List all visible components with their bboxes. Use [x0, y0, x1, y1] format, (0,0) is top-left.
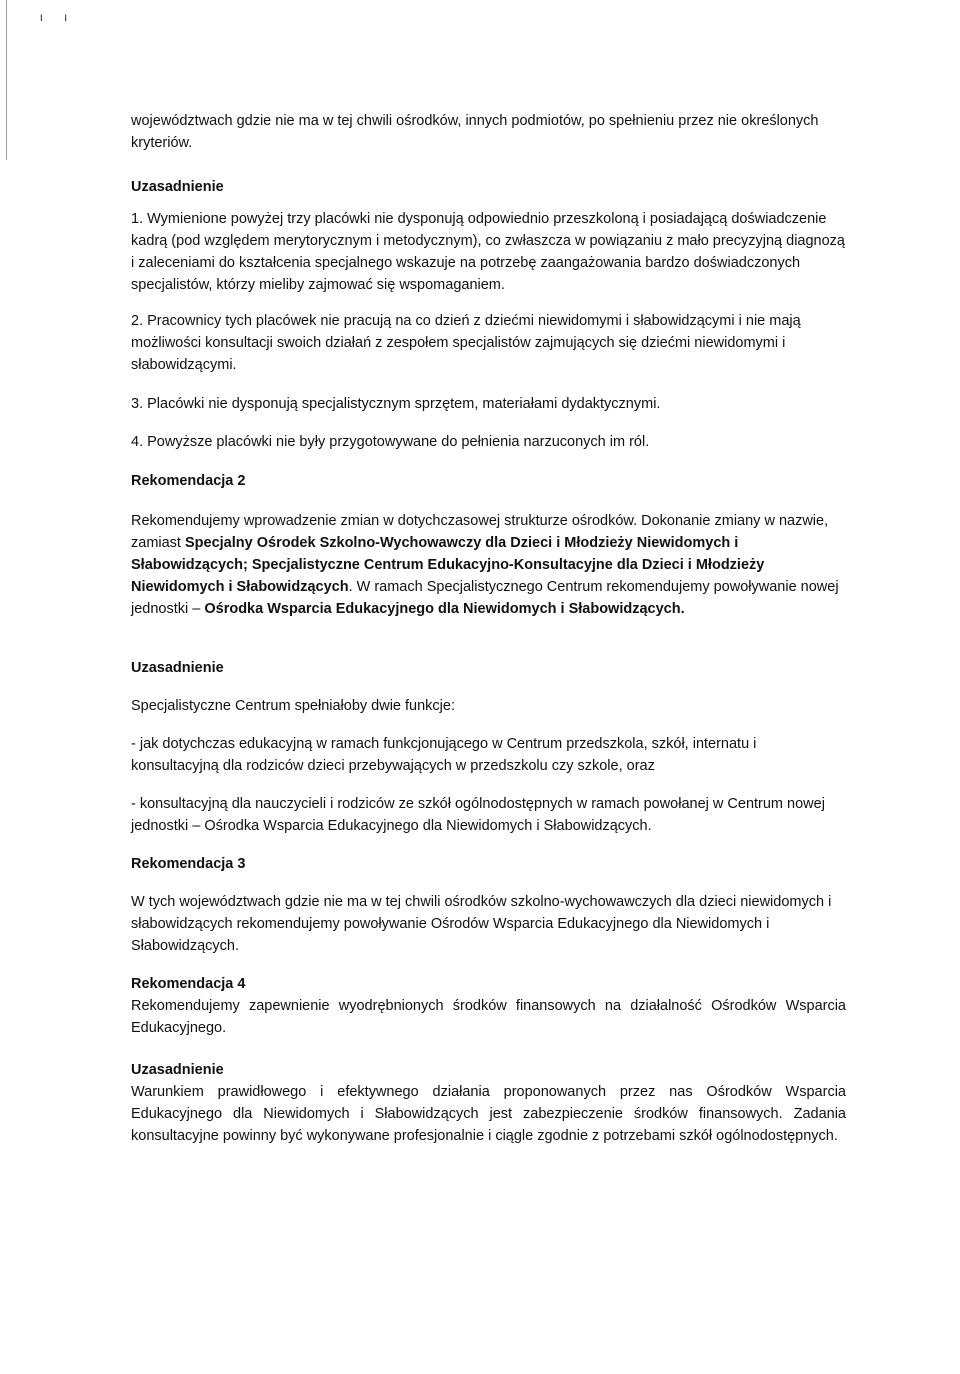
scan-edge-line	[6, 0, 7, 160]
rec2-bold-2: Ośrodka Wsparcia Edukacyjnego dla Niewidomych i Słabowidzących.	[204, 601, 685, 617]
rec2-text-2: . W ramach Specjalistycznego Centrum rekomendujemy powoływanie nowej jednostki –	[131, 579, 839, 617]
justification-item-3: 3. Placówki nie dysponują specjalistycznym sprzętem, materiałami dydaktycznymi.	[131, 396, 661, 412]
justification-item-1: 1. Wymienione powyżej trzy placówki nie dysponują odpowiednio przeszkoloną i posiadającą doświadczenie kadrą (pod względem merytorycznym i metodycznym), co zwłaszcza w powiązaniu z mało precyzyjną diagnozą i zaleceniami do kształcenia specjalnego wskazuje na potrzebę zaangażowania bardzo doświadczonych specjalistów, którzy mieliby zajmować się wspomaganiem.	[131, 211, 845, 293]
recommendation-3-text: W tych województwach gdzie nie ma w tej chwili ośrodków szkolno-wychowawczych dla dzieci niewidomych i słabowidzących rekomendujemy powoływanie Ośrodów Wsparcia Edukacyjnego dla Niewidomych i Słabowidzących.	[131, 894, 832, 954]
rec4-justification-heading: Uzasadnienie	[131, 1062, 224, 1078]
rec2-justification-heading: Uzasadnienie	[131, 660, 224, 676]
rec4-justification-text: Warunkiem prawidłowego i efektywnego działania proponowanych przez nas Ośrodków Wsparcia Edukacyjnego dla Niewidomych i Słabowidzących jest zabezpieczenie środków finansowych. Zadania konsultacyjne powinny być wykonywane profesjonalnie i ciągle zgodnie z potrzebami szkół ogólnodostępnych.	[131, 1084, 846, 1144]
recommendation-4-heading: Rekomendacja 4	[131, 976, 246, 992]
rec2-bullet-2: - konsultacyjną dla nauczycieli i rodziców ze szkół ogólnodostępnych w ramach powołanej w Centrum nowej jednostki – Ośrodka Wsparcia Edukacyjnego dla Niewidomych i Słabowidzących.	[131, 796, 825, 834]
justification-item-2: 2. Pracownicy tych placówek nie pracują na co dzień z dziećmi niewidomymi i słabowidzącymi i nie mają możliwości konsultacji swoich działań z zespołem specjalistów zajmujących się dziećmi niewidomymi i słabowidzącymi.	[131, 313, 801, 373]
rec2-bold-1: Specjalny Ośrodek Szkolno-Wychowawczy dla Dzieci i Młodzieży Niewidomych i Słabowidzących; Specjalistyczne Centrum Edukacyjno-Konsultacyjne dla Dzieci i Młodzieży Niewidomych i Słabowidzących	[131, 535, 765, 595]
rec2-text-1: Rekomendujemy wprowadzenie zmian w dotychczasowej strukturze ośrodków. Dokonanie zmiany w nazwie, zamiast	[131, 513, 829, 551]
justification-item-4: 4. Powyższe placówki nie były przygotowywane do pełnienia narzuconych im ról.	[131, 434, 650, 450]
recommendation-3-heading: Rekomendacja 3	[131, 856, 246, 872]
scan-mark: ı	[64, 10, 68, 24]
rec2-bullet-1: - jak dotychczas edukacyjną w ramach funkcjonującego w Centrum przedszkola, szkół, internatu i konsultacyjną dla rodziców dzieci przebywających w przedszkolu czy szkole, oraz	[131, 736, 757, 774]
recommendation-2-heading: Rekomendacja 2	[131, 473, 246, 489]
intro-paragraph: województwach gdzie nie ma w tej chwili ośrodków, innych podmiotów, po spełnieniu przez nie określonych kryteriów.	[131, 113, 819, 151]
scan-mark: ι	[40, 10, 43, 24]
recommendation-4-text: Rekomendujemy zapewnienie wyodrębnionych środków finansowych na działalność Ośrodków Wsparcia Edukacyjnego.	[131, 998, 846, 1036]
justification-heading-1: Uzasadnienie	[131, 179, 224, 195]
recommendation-2-text	[131, 510, 846, 620]
rec2-justification-intro: Specjalistyczne Centrum spełniałoby dwie funkcje:	[131, 698, 455, 714]
